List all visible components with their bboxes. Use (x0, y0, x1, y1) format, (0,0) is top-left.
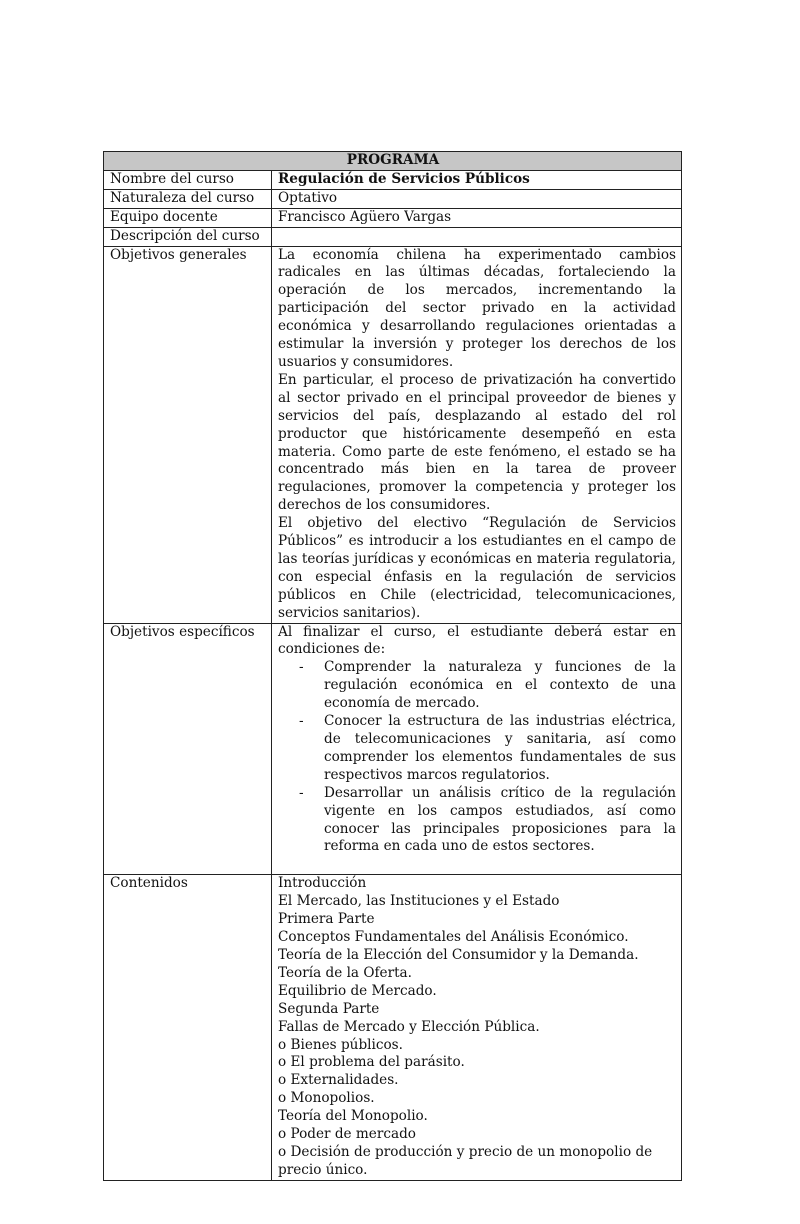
list-item-text: Desarrollar un análisis crítico de la regulación vigente en los campos estudiados, así como conocer las principales proposiciones para la reforma en cada uno de estos sectores. (324, 784, 676, 855)
contenido-line: Introducción (278, 875, 367, 892)
row-naturaleza (104, 189, 682, 208)
objetivos-list (278, 659, 676, 856)
list-item (299, 659, 676, 713)
value-nombre: Regulación de Servicios Públicos (272, 170, 682, 189)
contenido-line: o Bienes públicos. (278, 1036, 403, 1053)
value-objetivos-generales (272, 246, 682, 623)
paragraph: En particular, el proceso de privatización ha convertido al sector privado en el principal proveedor de bienes y servicios del país, desplazando al estado del rol productor que históricamente desempeñó en esta materia. Como parte de este fenómeno, el estado se ha concentrado más bien en la tarea de proveer regulaciones, promover la competencia y proteger los derechos de los consumidores. (278, 371, 676, 514)
row-objetivos-especificos (104, 623, 682, 875)
contenido-line: Equilibrio de Mercado. (278, 982, 437, 999)
label-descripcion: Descripción del curso (104, 227, 272, 246)
list-item (299, 713, 676, 785)
value-equipo: Francisco Agüero Vargas (272, 208, 682, 227)
value-descripcion (272, 227, 682, 246)
label-objetivos-generales: Objetivos generales (104, 246, 272, 623)
spacer (278, 856, 676, 874)
contenido-line: Fallas de Mercado y Elección Pública. (278, 1018, 540, 1035)
programa-table (103, 151, 682, 1181)
row-descripcion (104, 227, 682, 246)
contenido-line: o El problema del parásito. (278, 1054, 465, 1071)
value-naturaleza: Optativo (272, 189, 682, 208)
value-objetivos-especificos (272, 623, 682, 875)
contenido-line: o Decisión de producción y precio de un monopolio de precio único. (278, 1143, 653, 1178)
row-equipo (104, 208, 682, 227)
contenido-line: o Monopolios. (278, 1090, 375, 1107)
objetivos-intro: Al finalizar el curso, el estudiante deberá estar en condiciones de: (278, 623, 676, 658)
list-item-text: Conocer la estructura de las industrias eléctrica, de telecomunicaciones y sanitaria, así como comprender los elementos fundamentales de sus respectivos marcos regulatorios. (324, 713, 676, 783)
contenido-line: Segunda Parte (278, 1000, 380, 1017)
contenido-line: El Mercado, las Instituciones y el Estado (278, 893, 560, 910)
bullet-dash: - (299, 659, 304, 676)
bullet-dash: - (299, 784, 304, 801)
bullet-dash: - (299, 713, 304, 730)
table-header-row (104, 152, 682, 171)
label-equipo: Equipo docente (104, 208, 272, 227)
contenido-line: o Externalidades. (278, 1072, 399, 1089)
row-objetivos-generales (104, 246, 682, 623)
label-naturaleza: Naturaleza del curso (104, 189, 272, 208)
list-item (299, 784, 676, 857)
contenido-line: Conceptos Fundamentales del Análisis Económico. (278, 929, 629, 946)
contenido-line: Teoría de la Oferta. (278, 964, 412, 981)
row-contenidos (104, 875, 682, 1180)
paragraph: La economía chilena ha experimentado cambios radicales en las últimas décadas, fortaleciendo la operación de los mercados, incrementando la participación del sector privado en la actividad económica y desarrollando regulaciones orientadas a estimular la inversión y proteger los derechos de los usuarios y consumidores. (278, 246, 676, 370)
paragraph: El objetivo del electivo “Regulación de Servicios Públicos” es introducir a los estudiantes en el campo de las teorías jurídicas y económicas en materia regulatoria, con especial énfasis en la regulación de servicios públicos en Chile (electricidad, telecomunicaciones, servicios sanitarios). (278, 515, 676, 621)
contenido-line: Primera Parte (278, 911, 375, 928)
label-contenidos: Contenidos (104, 875, 272, 1180)
contenido-line: Teoría del Monopolio. (278, 1108, 428, 1125)
label-nombre: Nombre del curso (104, 170, 272, 189)
label-objetivos-especificos: Objetivos específicos (104, 623, 272, 875)
row-nombre (104, 170, 682, 189)
contenido-line: o Poder de mercado (278, 1126, 416, 1143)
value-contenidos (272, 875, 682, 1180)
contenido-line: Teoría de la Elección del Consumidor y la Demanda. (278, 946, 639, 963)
table-title: PROGRAMA (104, 152, 682, 171)
list-item-text: Comprender la naturaleza y funciones de la regulación económica en el contexto de una economía de mercado. (324, 659, 676, 712)
